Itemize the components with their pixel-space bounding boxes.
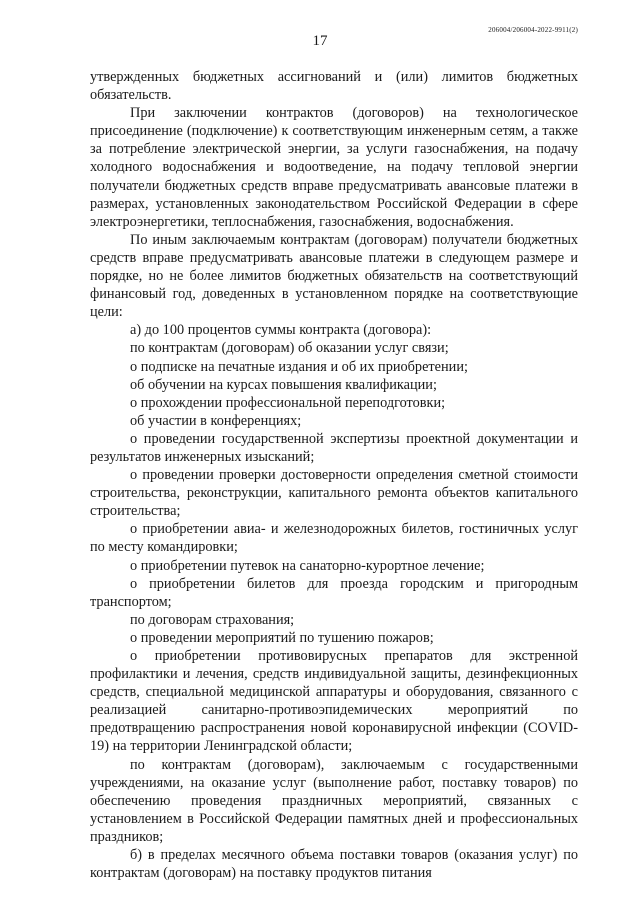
list-item: б) в пределах месячного объема поставки товаров (оказания услуг) по контрактам (договорам) на поставку продуктов питания bbox=[90, 847, 578, 882]
paragraph: утвержденных бюджетных ассигнований и (или) лимитов бюджетных обязательств. bbox=[90, 69, 578, 104]
document-body bbox=[90, 68, 578, 882]
page-number: 17 bbox=[312, 33, 328, 49]
document-id: 206004/206004-2022-9911(2) bbox=[488, 26, 578, 34]
list-item: по контрактам (договорам), заключаемым с государственными учреждениями, на оказание услуг (выполнение работ, поставку товаров) по обеспечению проведения праздничных мероприятий, связанных с установлением в Российской Федерации памятных дней и профессиональных праздников; bbox=[90, 756, 578, 845]
list-item: об участии в конференциях; bbox=[130, 412, 302, 429]
list-item: о приобретении путевок на санаторно-курортное лечение; bbox=[130, 557, 485, 574]
list-item: о проведении мероприятий по тушению пожаров; bbox=[130, 629, 434, 646]
list-item: о проведении государственной экспертизы проектной документации и результатов инженерных изысканий; bbox=[90, 430, 578, 465]
list-item: о приобретении билетов для проезда городским и пригородным транспортом; bbox=[90, 575, 578, 610]
list-item: об обучении на курсах повышения квалификации; bbox=[130, 376, 437, 393]
paragraph: По иным заключаемым контрактам (договорам) получатели бюджетных средств вправе предусматривать авансовые платежи в следующем размере и порядке, но не более лимитов бюджетных обязательств на соответствующий финансовый год, доведенных в установленном порядке на соответствующие цели: bbox=[90, 231, 578, 321]
list-item: о проведении проверки достоверности определения сметной стоимости строительства, реконструкции, капитального ремонта объектов капитального строительства; bbox=[90, 467, 578, 520]
list-item: о прохождении профессиональной переподготовки; bbox=[130, 394, 446, 411]
list-item: а) до 100 процентов суммы контракта (договора): bbox=[130, 322, 432, 339]
list-item: по контрактам (договорам) об оказании услуг связи; bbox=[130, 340, 449, 357]
list-item: о приобретении противовирусных препаратов для экстренной профилактики и лечения, средств индивидуальной защиты, дезинфекционных средств, специальной медицинской аппаратуры и оборудования, связанного с реализацией санитарно-противоэпидемических мероприятий по предотвращению распространения новой коронавирусной инфекции (COVID-19) на территории Ленинградской области; bbox=[90, 648, 578, 755]
paragraph: При заключении контрактов (договоров) на технологическое присоединение (подключение) к соответствующим инженерным сетям, а также за потребление электрической энергии, за услуги газоснабжения, на подачу холодного водоснабжения и водоотведение, на подачу тепловой энергии получатели бюджетных средств вправе предусматривать авансовые платежи в размерах, установленных законодательством Российской Федерации в сфере электроэнергетики, теплоснабжения, газоснабжения, водоснабжения. bbox=[90, 105, 578, 230]
list-item: о приобретении авиа- и железнодорожных билетов, гостиничных услуг по месту командировки; bbox=[90, 521, 578, 556]
list-item: о подписке на печатные издания и об их приобретении; bbox=[130, 358, 468, 375]
list-item: по договорам страхования; bbox=[130, 611, 295, 628]
